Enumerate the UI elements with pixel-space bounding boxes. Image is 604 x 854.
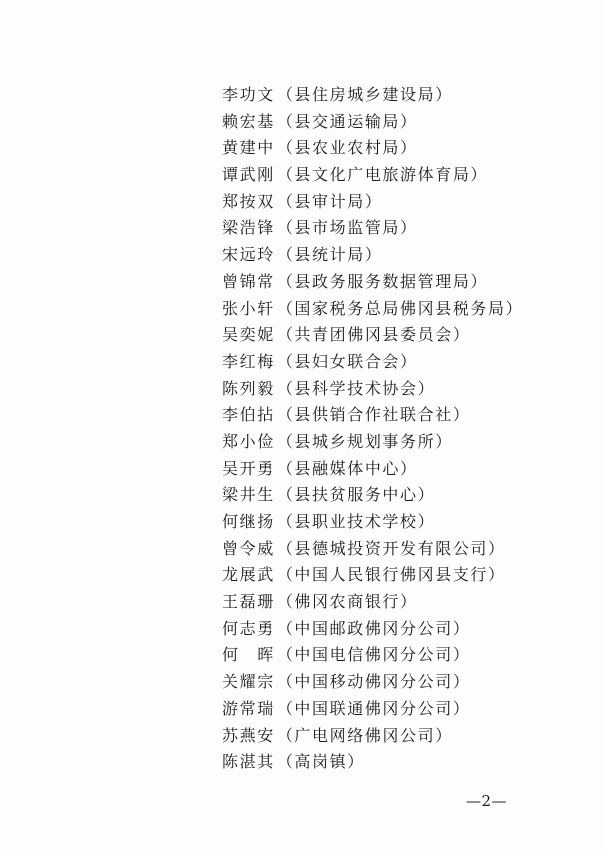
- member-name: 何 晖: [222, 645, 275, 665]
- member-organization: （佛冈农商银行）: [276, 592, 418, 612]
- member-organization: （县科学技术协会）: [276, 378, 436, 398]
- member-name: 吴奕妮: [222, 325, 275, 345]
- member-row: [222, 109, 582, 136]
- member-organization: （县住房城乡建设局）: [276, 85, 453, 104]
- member-name: 吴开勇: [222, 458, 275, 478]
- member-name: 郑按双: [222, 191, 275, 211]
- member-row: [222, 135, 582, 162]
- member-name: 游常瑞: [222, 698, 275, 718]
- member-name: 李功文: [222, 85, 275, 104]
- member-name: 王磊珊: [222, 592, 275, 612]
- member-row: [222, 242, 582, 269]
- page-number: —2—: [466, 792, 508, 810]
- member-organization: （县文化广电旅游体育局）: [276, 165, 489, 185]
- member-list: [222, 82, 582, 776]
- member-organization: （县市场监管局）: [276, 218, 418, 238]
- member-name: 何志勇: [222, 618, 275, 638]
- member-row: [222, 349, 582, 376]
- member-row: [222, 616, 582, 643]
- member-name: 黄建中: [222, 138, 275, 158]
- member-row: [222, 162, 582, 189]
- member-name: 曾令威: [222, 538, 275, 558]
- member-name: 曾锦常: [222, 271, 275, 291]
- member-row: [222, 482, 582, 509]
- member-name: 李伯拈: [222, 405, 275, 425]
- member-name: 宋远玲: [222, 245, 275, 265]
- member-organization: （中国人民银行佛冈县支行）: [276, 565, 506, 585]
- member-row: [222, 562, 582, 589]
- member-name: 苏燕安: [222, 725, 275, 745]
- member-organization: （县职业技术学校）: [276, 512, 436, 531]
- member-row: [222, 429, 582, 456]
- member-row: [222, 696, 582, 723]
- member-organization: （县农业农村局）: [276, 138, 418, 158]
- member-row: [222, 723, 582, 750]
- member-organization: （中国电信佛冈分公司）: [276, 645, 471, 665]
- member-name: 李红梅: [222, 351, 275, 371]
- member-organization: （广电网络佛冈公司）: [276, 725, 453, 745]
- member-name: 陈列毅: [222, 378, 275, 398]
- member-organization: （县融媒体中心）: [276, 458, 418, 478]
- member-organization: （县城乡规划事务所）: [276, 431, 453, 451]
- member-name: 赖宏基: [222, 111, 275, 131]
- member-row: [222, 642, 582, 669]
- member-row: [222, 269, 582, 296]
- member-organization: （共青团佛冈县委员会）: [276, 325, 471, 345]
- member-organization: （县政务服务数据管理局）: [276, 271, 489, 291]
- member-name: 郑小俭: [222, 431, 275, 451]
- member-row: [222, 322, 582, 349]
- member-row: [222, 749, 582, 776]
- member-name: 梁井生: [222, 485, 275, 505]
- member-row: [222, 296, 582, 323]
- member-name: 陈湛其: [222, 752, 275, 772]
- member-row: [222, 536, 582, 563]
- member-row: [222, 669, 582, 696]
- member-organization: （中国联通佛冈分公司）: [276, 698, 471, 718]
- member-organization: （县统计局）: [276, 245, 383, 265]
- member-organization: （高岗镇）: [276, 752, 365, 772]
- member-organization: （县扶贫服务中心）: [276, 485, 436, 505]
- member-organization: （国家税务总局佛冈县税务局）: [276, 298, 524, 318]
- member-organization: （县德城投资开发有限公司）: [276, 538, 506, 558]
- member-name: 张小轩: [222, 298, 275, 318]
- member-row: [222, 402, 582, 429]
- member-row: [222, 509, 582, 536]
- member-row: [222, 589, 582, 616]
- member-row: [222, 215, 582, 242]
- member-organization: （中国移动佛冈分公司）: [276, 672, 471, 692]
- member-name: 龙展武: [222, 565, 275, 585]
- member-name: 谭武刚: [222, 165, 275, 185]
- member-organization: （县妇女联合会）: [276, 351, 418, 371]
- member-organization: （县供销合作社联合社）: [276, 405, 471, 425]
- member-row: [222, 82, 582, 109]
- member-organization: （县交通运输局）: [276, 111, 418, 131]
- member-name: 关耀宗: [222, 672, 275, 692]
- member-row: [222, 376, 582, 403]
- member-row: [222, 189, 582, 216]
- member-name: 梁浩锋: [222, 218, 275, 238]
- member-row: [222, 456, 582, 483]
- member-organization: （中国邮政佛冈分公司）: [276, 618, 471, 638]
- member-name: 何继扬: [222, 512, 275, 531]
- member-organization: （县审计局）: [276, 191, 383, 211]
